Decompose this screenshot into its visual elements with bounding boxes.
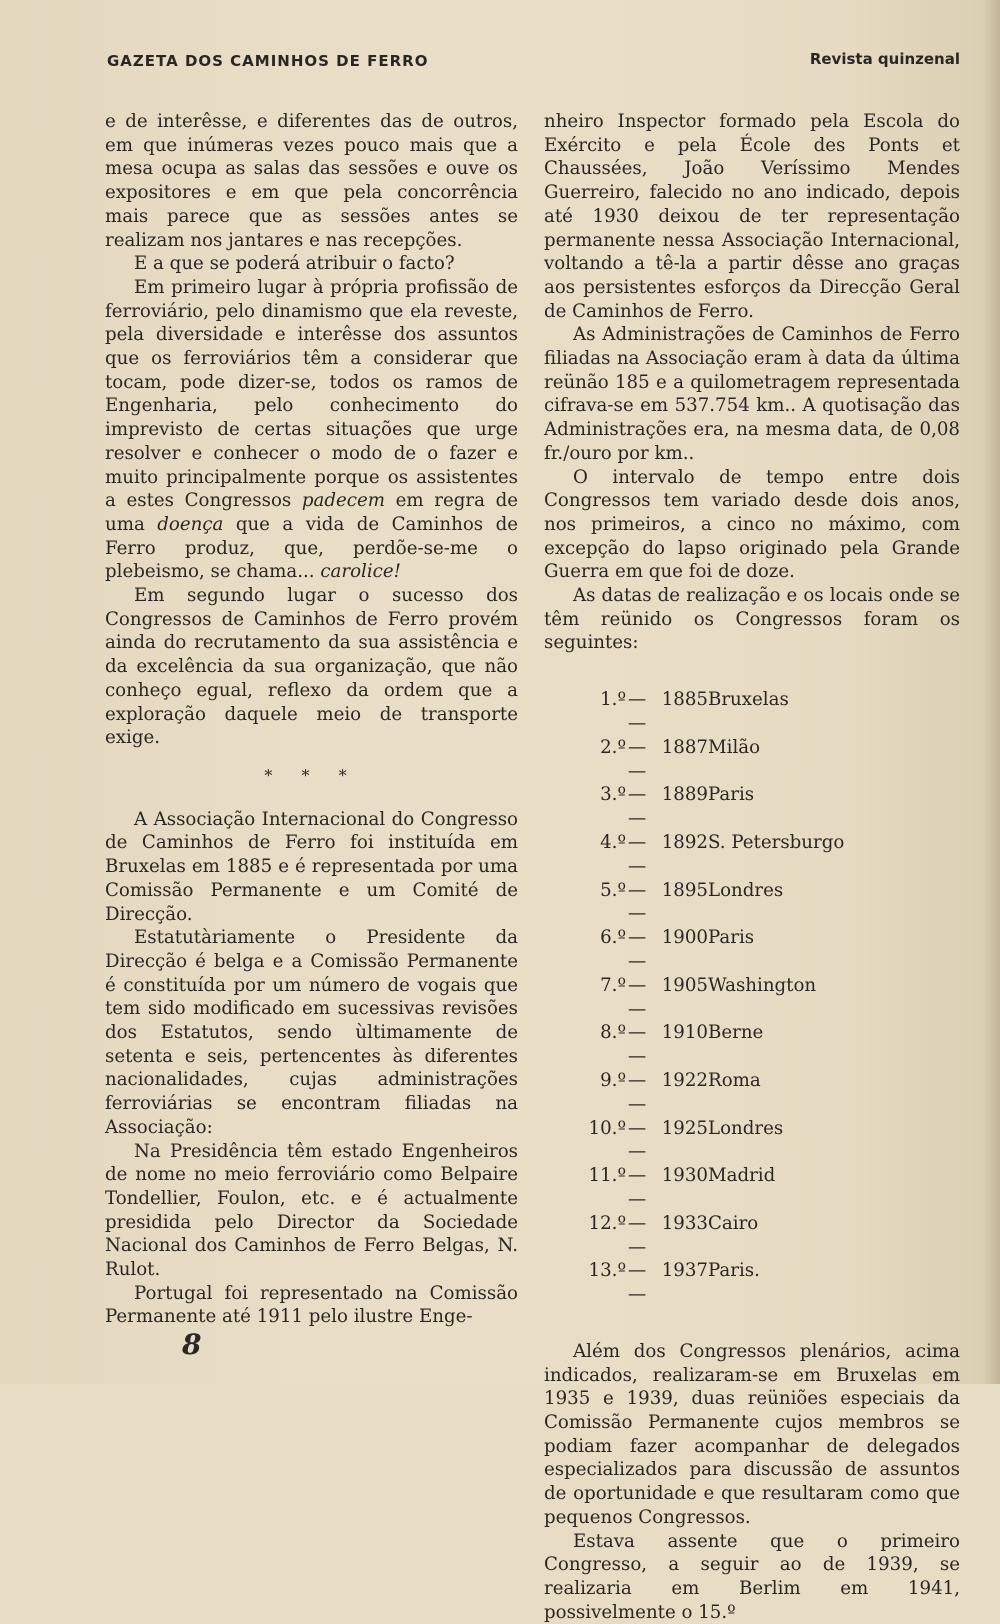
congress-city: Washington bbox=[708, 974, 817, 996]
congress-year: — 1900 — bbox=[628, 927, 708, 972]
journal-subtitle: Revista quinzenal bbox=[809, 50, 960, 68]
paragraph bbox=[105, 276, 518, 584]
congress-year: — 1895 — bbox=[628, 879, 708, 925]
page-edge-shadow bbox=[984, 0, 1000, 1384]
congress-list-item bbox=[584, 1212, 960, 1260]
congress-city: Londres bbox=[708, 1117, 784, 1139]
congress-list-item bbox=[584, 926, 960, 974]
congress-list-item bbox=[584, 831, 960, 879]
congress-year: — 1905 — bbox=[628, 974, 708, 1020]
congress-ordinal: 8.º bbox=[600, 1022, 626, 1044]
congress-city: Cairo bbox=[708, 1212, 759, 1234]
congress-ordinal: 1.º bbox=[600, 689, 626, 711]
italic-text: carolice! bbox=[320, 561, 401, 583]
text-span: que a vida de Caminhos de Ferro produz, que, perdõe-se-me o plebeismo, se chama... bbox=[105, 513, 518, 583]
congress-ordinal: 2.º bbox=[600, 736, 626, 758]
congress-city: Londres bbox=[708, 879, 784, 901]
paragraph: Além dos Congressos plenários, acima indicados, realizaram-se em Bruxelas em 1935 e 1939, duas reüniões especiais da Comissão Permanente cujos membros se podiam fazer acompanhar de delegados especializados para discussão de assuntos de oportunidade e que resultaram como que pequenos Congressos. bbox=[544, 1340, 960, 1528]
congress-list-item bbox=[584, 1259, 960, 1307]
congress-ordinal: 3.º bbox=[600, 784, 626, 806]
text-span: Em primeiro lugar à própria profissão de ferroviário, pelo dinamismo que ela reveste, pela diversidade e interêsse dos assuntos que os ferroviários têm a considerar que tocam, pode dizer-se, todos os ramos de Engenharia, pelo conhecimento do imprevisto de certas situações que urge resolver e conhecer o modo de o fazer e muito principalmente porque os assistentes a estes Congressos bbox=[105, 276, 518, 512]
congress-list-item bbox=[584, 879, 960, 927]
congress-city: Milão bbox=[708, 736, 761, 758]
congress-city: S. Petersburgo bbox=[708, 831, 845, 853]
paragraph: Portugal foi representado na Comissão Permanente até 1911 pelo ilustre Enge- bbox=[105, 1282, 518, 1328]
paragraph: A Associação Internacional do Congresso de Caminhos de Ferro foi instituída em Bruxelas em 1885 e é representada por uma Comissão Permanente e um Comité de Direcção. bbox=[105, 808, 518, 925]
congress-list-item bbox=[584, 688, 960, 736]
congress-ordinal: 4.º bbox=[600, 831, 626, 853]
congress-list-item bbox=[584, 736, 960, 784]
congress-year: — 1885 — bbox=[628, 689, 708, 734]
page-number: 8 bbox=[182, 1328, 202, 1361]
congress-city: Paris bbox=[708, 784, 755, 806]
congress-city: Paris bbox=[708, 927, 755, 949]
text-span: em regra de uma bbox=[105, 490, 518, 535]
paragraph: O intervalo de tempo entre dois Congressos tem variado desde dois anos, nos primeiros, a cinco no máximo, com excepção do lapso originado pela Grande Guerra em que foi de doze. bbox=[544, 466, 960, 583]
congress-list-item bbox=[584, 1164, 960, 1212]
congress-list-item bbox=[584, 974, 960, 1022]
congress-city: Paris. bbox=[708, 1260, 760, 1282]
congress-year: — 1922 — bbox=[628, 1069, 708, 1115]
left-column bbox=[105, 110, 518, 1329]
italic-text: doença bbox=[157, 513, 224, 535]
congress-year: — 1933 — bbox=[628, 1212, 708, 1258]
congress-ordinal: 6.º bbox=[600, 927, 626, 949]
journal-title: GAZETA DOS CAMINHOS DE FERRO bbox=[107, 52, 429, 70]
congress-ordinal: 13.º bbox=[588, 1260, 626, 1282]
congress-list-item bbox=[584, 783, 960, 831]
congress-year: — 1887 — bbox=[628, 736, 708, 782]
congress-ordinal: 10.º bbox=[588, 1117, 626, 1139]
congress-year: — 1910 — bbox=[628, 1022, 708, 1068]
section-separator: * * * bbox=[264, 765, 359, 785]
congress-year: — 1889 — bbox=[628, 784, 708, 830]
congress-city: Roma bbox=[708, 1069, 761, 1091]
paragraph: E a que se poderá atribuir o facto? bbox=[134, 253, 455, 275]
paragraph: Em segundo lugar o sucesso dos Congressos de Caminhos de Ferro provém ainda do recrutamento da sua assistência e da excelência da sua organização, que não conheço egual, reflexo da ordem que a exploração daquele meio de transporte exige. bbox=[105, 585, 518, 749]
paragraph: nheiro Inspector formado pela Escola do Exército e pela École des Ponts et Chaussées, João Veríssimo Mendes Guerreiro, falecido no ano indicado, depois até 1930 deixou de ter representação permanente nessa Associação Internacional, voltando a tê-la a partir dêsse ano graças aos persistentes esforços da Direcção Geral de Caminhos de Ferro. bbox=[544, 111, 960, 322]
congress-city: Bruxelas bbox=[708, 689, 789, 711]
congress-ordinal: 5.º bbox=[600, 879, 626, 901]
congress-year: — 1925 — bbox=[628, 1117, 708, 1163]
congress-list-item bbox=[584, 1021, 960, 1069]
paragraph: Estava assente que o primeiro Congresso, a seguir ao de 1939, se realizaria em Berlim em 1941, possivelmente o 15.º bbox=[544, 1530, 960, 1623]
congress-year: — 1937 — bbox=[628, 1260, 708, 1306]
congress-year: — 1892 — bbox=[628, 831, 708, 877]
paragraph: Estatutàriamente o Presidente da Direcção é belga e a Comissão Permanente é constituída por um número de vogais que tem sido modificado em sucessivas revisões dos Estatutos, sendo ùltimamente de setenta e seis, pertencentes às diferentes nacionalidades, cujas administrações ferroviárias se encontram filiadas na Associação: bbox=[105, 927, 518, 1138]
congress-year: — 1930 — bbox=[628, 1165, 708, 1210]
congress-list-item bbox=[584, 1069, 960, 1117]
congress-ordinal: 12.º bbox=[588, 1212, 626, 1234]
congress-city: Madrid bbox=[708, 1165, 776, 1187]
congress-city: Berne bbox=[708, 1022, 764, 1044]
paragraph: As Administrações de Caminhos de Ferro filiadas na Associação eram à data da última reünão 185 e a quilometragem representada cifrava-se em 537.754 km.. A quotisação das Administrações era, na mesma data, de 0,08 fr./ouro por km.. bbox=[544, 324, 960, 464]
congress-ordinal: 11.º bbox=[588, 1165, 626, 1187]
right-column bbox=[544, 110, 960, 1624]
congress-ordinal: 7.º bbox=[600, 974, 626, 996]
paragraph: Na Presidência têm estado Engenheiros de nome no meio ferroviário como Belpaire Tondellier, Foulon, etc. e é actualmente presidida pelo Director da Sociedade Nacional dos Caminhos de Ferro Belgas, N. Rulot. bbox=[105, 1140, 518, 1281]
congress-list-item bbox=[584, 1117, 960, 1165]
congress-list bbox=[584, 688, 960, 1307]
paragraph: e de interêsse, e diferentes das de outros, em que inúmeras vezes pouco mais que a mesa ocupa as salas das sessões e ouve os expositores e em que pela concorrência mais parece que as sessões antes se realizam nos jantares e nas recepções. bbox=[105, 111, 518, 251]
congress-ordinal: 9.º bbox=[600, 1069, 626, 1091]
paragraph: As datas de realização e os locais onde se têm reünido os Congressos foram os seguintes: bbox=[544, 585, 960, 654]
italic-text: padecem bbox=[301, 490, 385, 512]
